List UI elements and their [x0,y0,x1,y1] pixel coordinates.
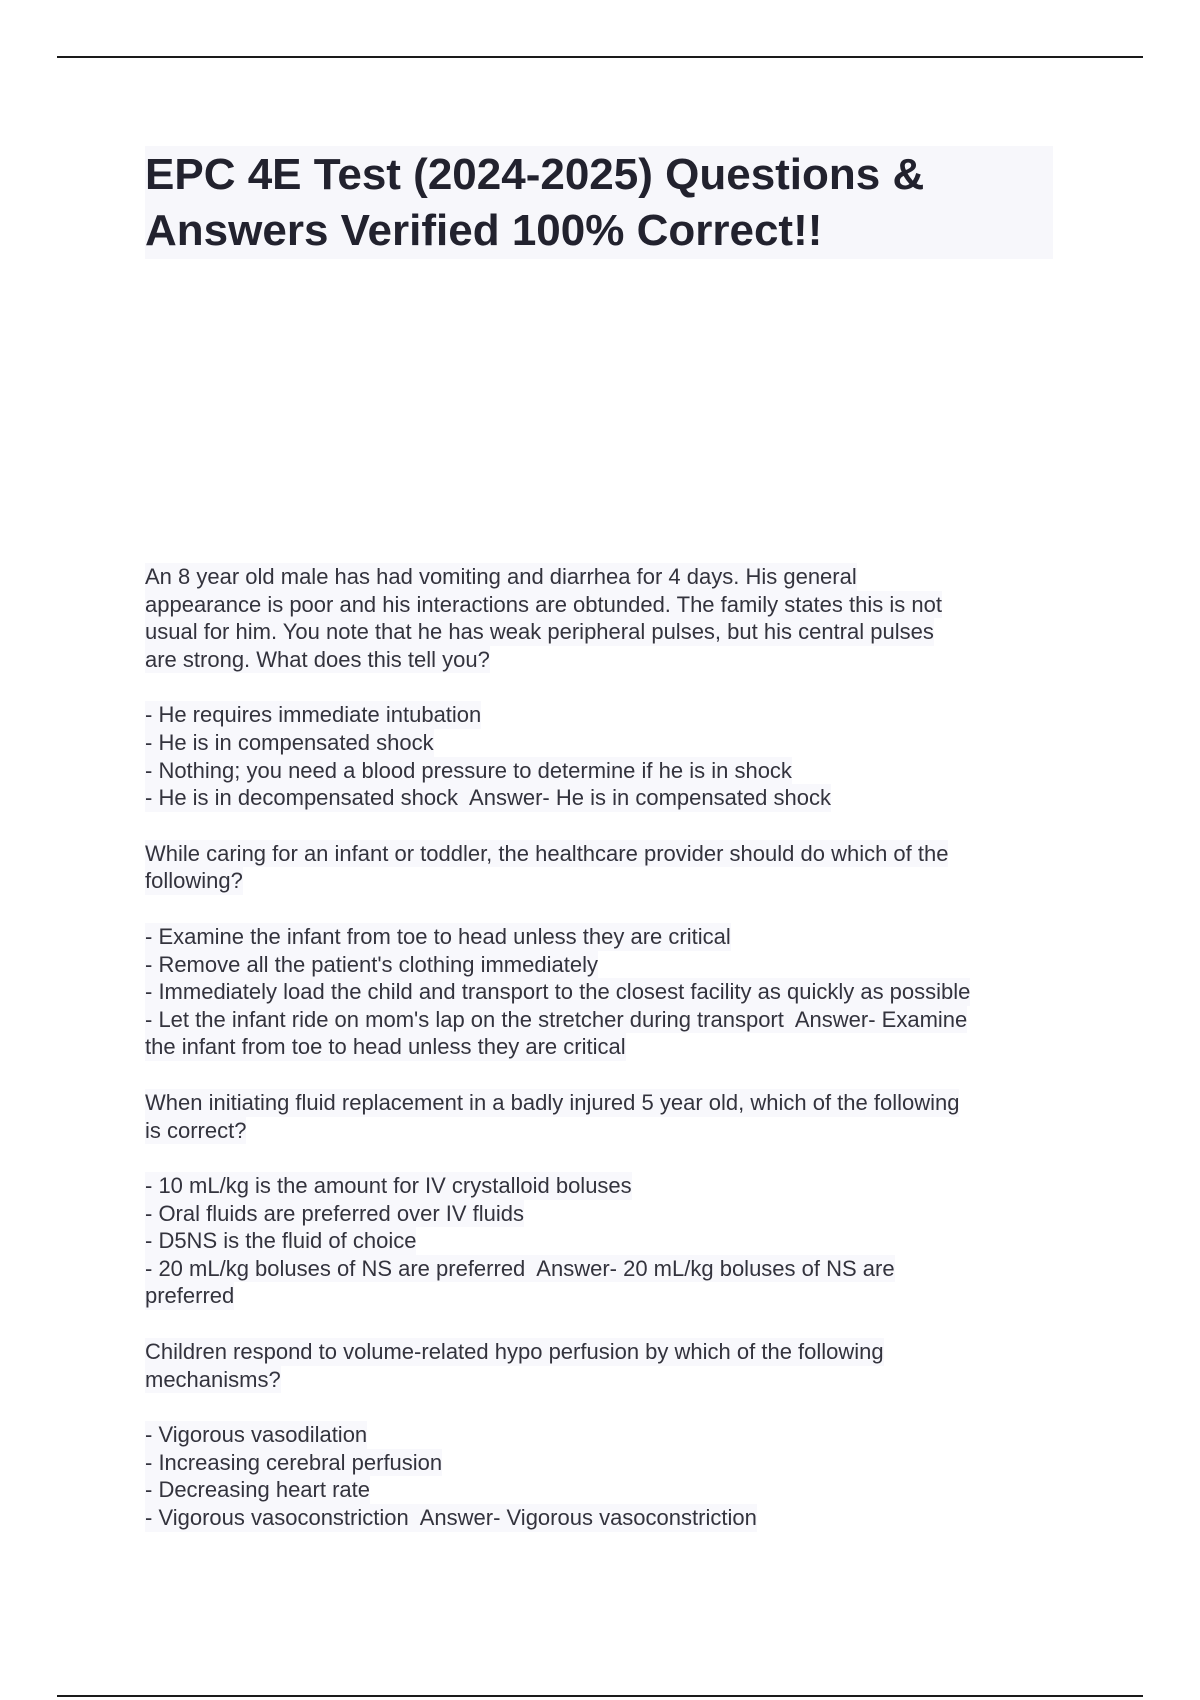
option-line: - He is in compensated shock [145,729,434,755]
question-line: An 8 year old male has had vomiting and diarrhea for 4 days. His general [145,564,857,589]
qa-item-2 [145,840,1055,1061]
question-line: usual for him. You note that he has weak peripheral pulses, but his central pulses [145,619,934,645]
question-line: mechanisms? [145,1366,281,1392]
qa-item-1 [145,563,1055,812]
qa-item-3 [145,1089,1055,1310]
question-line: When initiating fluid replacement in a badly injured 5 year old, which of the following [145,1089,960,1115]
option-line: - Vigorous vasodilation [145,1422,368,1448]
title-block [145,146,1053,259]
question-line: are strong. What does this tell you? [145,646,490,672]
question-line: While caring for an infant or toddler, the healthcare provider should do which of the [145,840,949,866]
option-line: - Oral fluids are preferred over IV fluids [145,1200,525,1226]
top-rule [57,56,1143,58]
option-answer-line: - Vigorous vasoconstriction Answer- Vigorous vasoconstriction [145,1505,757,1531]
option-line: - Increasing cerebral perfusion [145,1449,443,1475]
question-line: following? [145,868,243,894]
option-line: - He requires immediate intubation [145,702,482,728]
option-line: - Examine the infant from toe to head unless they are critical [145,923,731,949]
option-answer-line: the infant from toe to head unless they are critical [145,1034,626,1060]
option-line: - Nothing; you need a blood pressure to determine if he is in shock [145,757,792,783]
question-line: Children respond to volume-related hypo perfusion by which of the following [145,1339,884,1365]
option-line: - 10 mL/kg is the amount for IV crystalloid boluses [145,1173,632,1199]
question-line: appearance is poor and his interactions are obtunded. The family states this is not [145,591,942,617]
qa-item-4 [145,1338,1055,1532]
option-answer-line: preferred [145,1283,235,1309]
qa-content [145,563,1055,1560]
option-line: - Remove all the patient's clothing immediately [145,951,598,977]
document-title [145,146,1053,259]
title-line: Answers Verified 100% Correct!! [145,206,823,255]
option-line: - Immediately load the child and transport to the closest facility as quickly as possible [145,979,971,1005]
bottom-rule [57,1695,1143,1697]
option-answer-line: - He is in decompensated shock Answer- He is in compensated shock [145,785,831,811]
option-answer-line: - 20 mL/kg boluses of NS are preferred Answer- 20 mL/kg boluses of NS are [145,1255,895,1281]
question-line: is correct? [145,1117,247,1143]
option-line: - D5NS is the fluid of choice [145,1228,417,1254]
title-line: EPC 4E Test (2024-2025) Questions & [145,150,925,199]
option-answer-line: - Let the infant ride on mom's lap on the stretcher during transport Answer- Examine [145,1006,968,1032]
option-line: - Decreasing heart rate [145,1477,370,1503]
